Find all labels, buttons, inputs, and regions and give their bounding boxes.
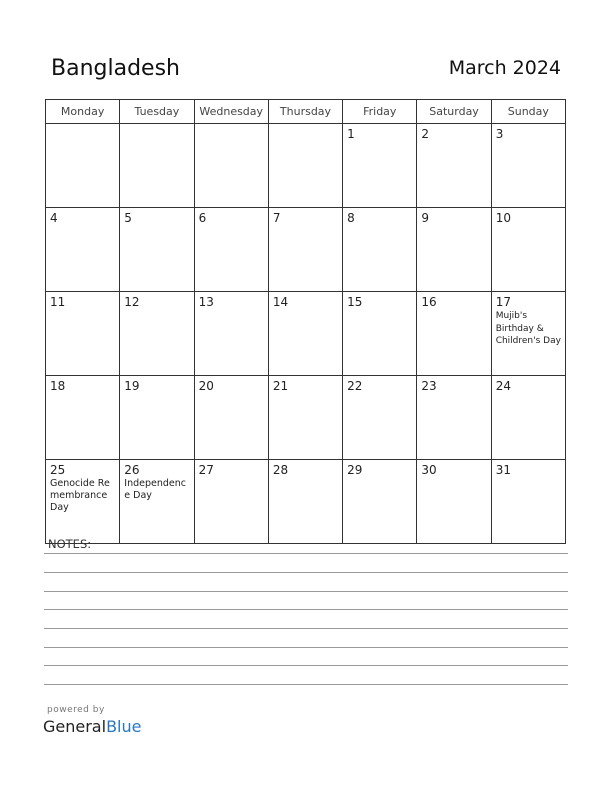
day-cell (268, 376, 342, 460)
day-number: 4 (50, 211, 58, 225)
weekday-monday: Monday (46, 100, 120, 124)
day-number: 13 (198, 295, 214, 309)
day-number: 26 (124, 463, 140, 477)
note-line (44, 609, 568, 610)
generalblue-logo (43, 717, 141, 736)
note-line (44, 553, 568, 554)
holiday-label: Mujib's Birthday & Children's Day (495, 311, 561, 346)
day-cell (120, 460, 194, 544)
weekday-thursday: Thursday (268, 100, 342, 124)
day-cell (120, 376, 194, 460)
day-cell (491, 376, 565, 460)
day-cell (343, 460, 417, 544)
day-cell (268, 460, 342, 544)
note-line (44, 684, 568, 685)
day-number: 5 (124, 211, 132, 225)
brand-general: General (43, 717, 107, 736)
day-cell (46, 124, 120, 208)
notes-label: NOTES: (48, 537, 92, 551)
weekday-saturday: Saturday (417, 100, 491, 124)
calendar-week-row (46, 292, 566, 376)
day-number: 11 (50, 295, 66, 309)
day-cell (417, 124, 491, 208)
day-cell (194, 376, 268, 460)
day-cell (46, 376, 120, 460)
country-title: Bangladesh (51, 56, 180, 81)
day-cell (268, 124, 342, 208)
day-cell (491, 460, 565, 544)
weekday-wednesday: Wednesday (194, 100, 268, 124)
brand-blue: Blue (106, 717, 142, 736)
day-number: 6 (198, 211, 207, 225)
holiday-label: Genocide Remembrance Day (50, 478, 110, 513)
day-number: 17 (495, 295, 511, 309)
day-number: 24 (495, 379, 511, 393)
day-number: 31 (495, 463, 511, 477)
day-number: 18 (50, 379, 66, 393)
day-number: 10 (495, 211, 511, 225)
day-cell (194, 208, 268, 292)
day-cell (343, 376, 417, 460)
day-number: 2 (421, 127, 430, 141)
calendar-week-row (46, 124, 566, 208)
day-cell (194, 460, 268, 544)
note-line (44, 647, 568, 648)
note-line (44, 628, 568, 629)
day-number: 29 (347, 463, 363, 477)
day-number: 14 (272, 295, 289, 309)
day-number: 23 (421, 379, 437, 393)
day-number: 19 (124, 379, 140, 393)
day-cell (417, 292, 491, 376)
day-number: 20 (198, 379, 214, 393)
weekday-tuesday: Tuesday (120, 100, 194, 124)
day-cell (417, 208, 491, 292)
day-cell (268, 292, 342, 376)
holiday-label: Independence Day (124, 478, 186, 501)
day-number: 21 (272, 379, 289, 393)
day-cell (343, 124, 417, 208)
day-number: 15 (347, 295, 363, 309)
day-number: 16 (421, 295, 437, 309)
day-cell (194, 124, 268, 208)
calendar-week-row (46, 208, 566, 292)
day-number: 28 (272, 463, 289, 477)
calendar-grid (45, 99, 566, 544)
day-number: 25 (50, 463, 66, 477)
day-cell (120, 208, 194, 292)
day-cell (417, 460, 491, 544)
day-number: 30 (421, 463, 437, 477)
day-cell (491, 208, 565, 292)
weekday-header-row (46, 100, 566, 124)
day-number: 8 (347, 211, 355, 225)
day-cell (120, 292, 194, 376)
month-title: March 2024 (448, 57, 561, 79)
day-cell (491, 292, 565, 376)
day-number: 9 (421, 211, 430, 225)
day-number: 22 (347, 379, 363, 393)
note-line (44, 665, 568, 666)
day-cell (46, 292, 120, 376)
day-cell (491, 124, 565, 208)
calendar-body (46, 124, 566, 544)
note-line (44, 591, 568, 592)
calendar-week-row (46, 376, 566, 460)
day-cell (46, 460, 120, 544)
day-number: 1 (347, 127, 355, 141)
day-cell (120, 124, 194, 208)
weekday-sunday: Sunday (491, 100, 565, 124)
day-cell (343, 292, 417, 376)
note-line (44, 572, 568, 573)
day-number: 12 (124, 295, 140, 309)
day-cell (417, 376, 491, 460)
day-number: 3 (495, 127, 504, 141)
calendar-week-row (46, 460, 566, 544)
day-cell (46, 208, 120, 292)
day-number: 7 (272, 211, 281, 225)
day-cell (194, 292, 268, 376)
day-cell (268, 208, 342, 292)
day-number: 27 (198, 463, 214, 477)
day-cell (343, 208, 417, 292)
weekday-friday: Friday (343, 100, 417, 124)
powered-by-text: powered by (47, 705, 105, 715)
